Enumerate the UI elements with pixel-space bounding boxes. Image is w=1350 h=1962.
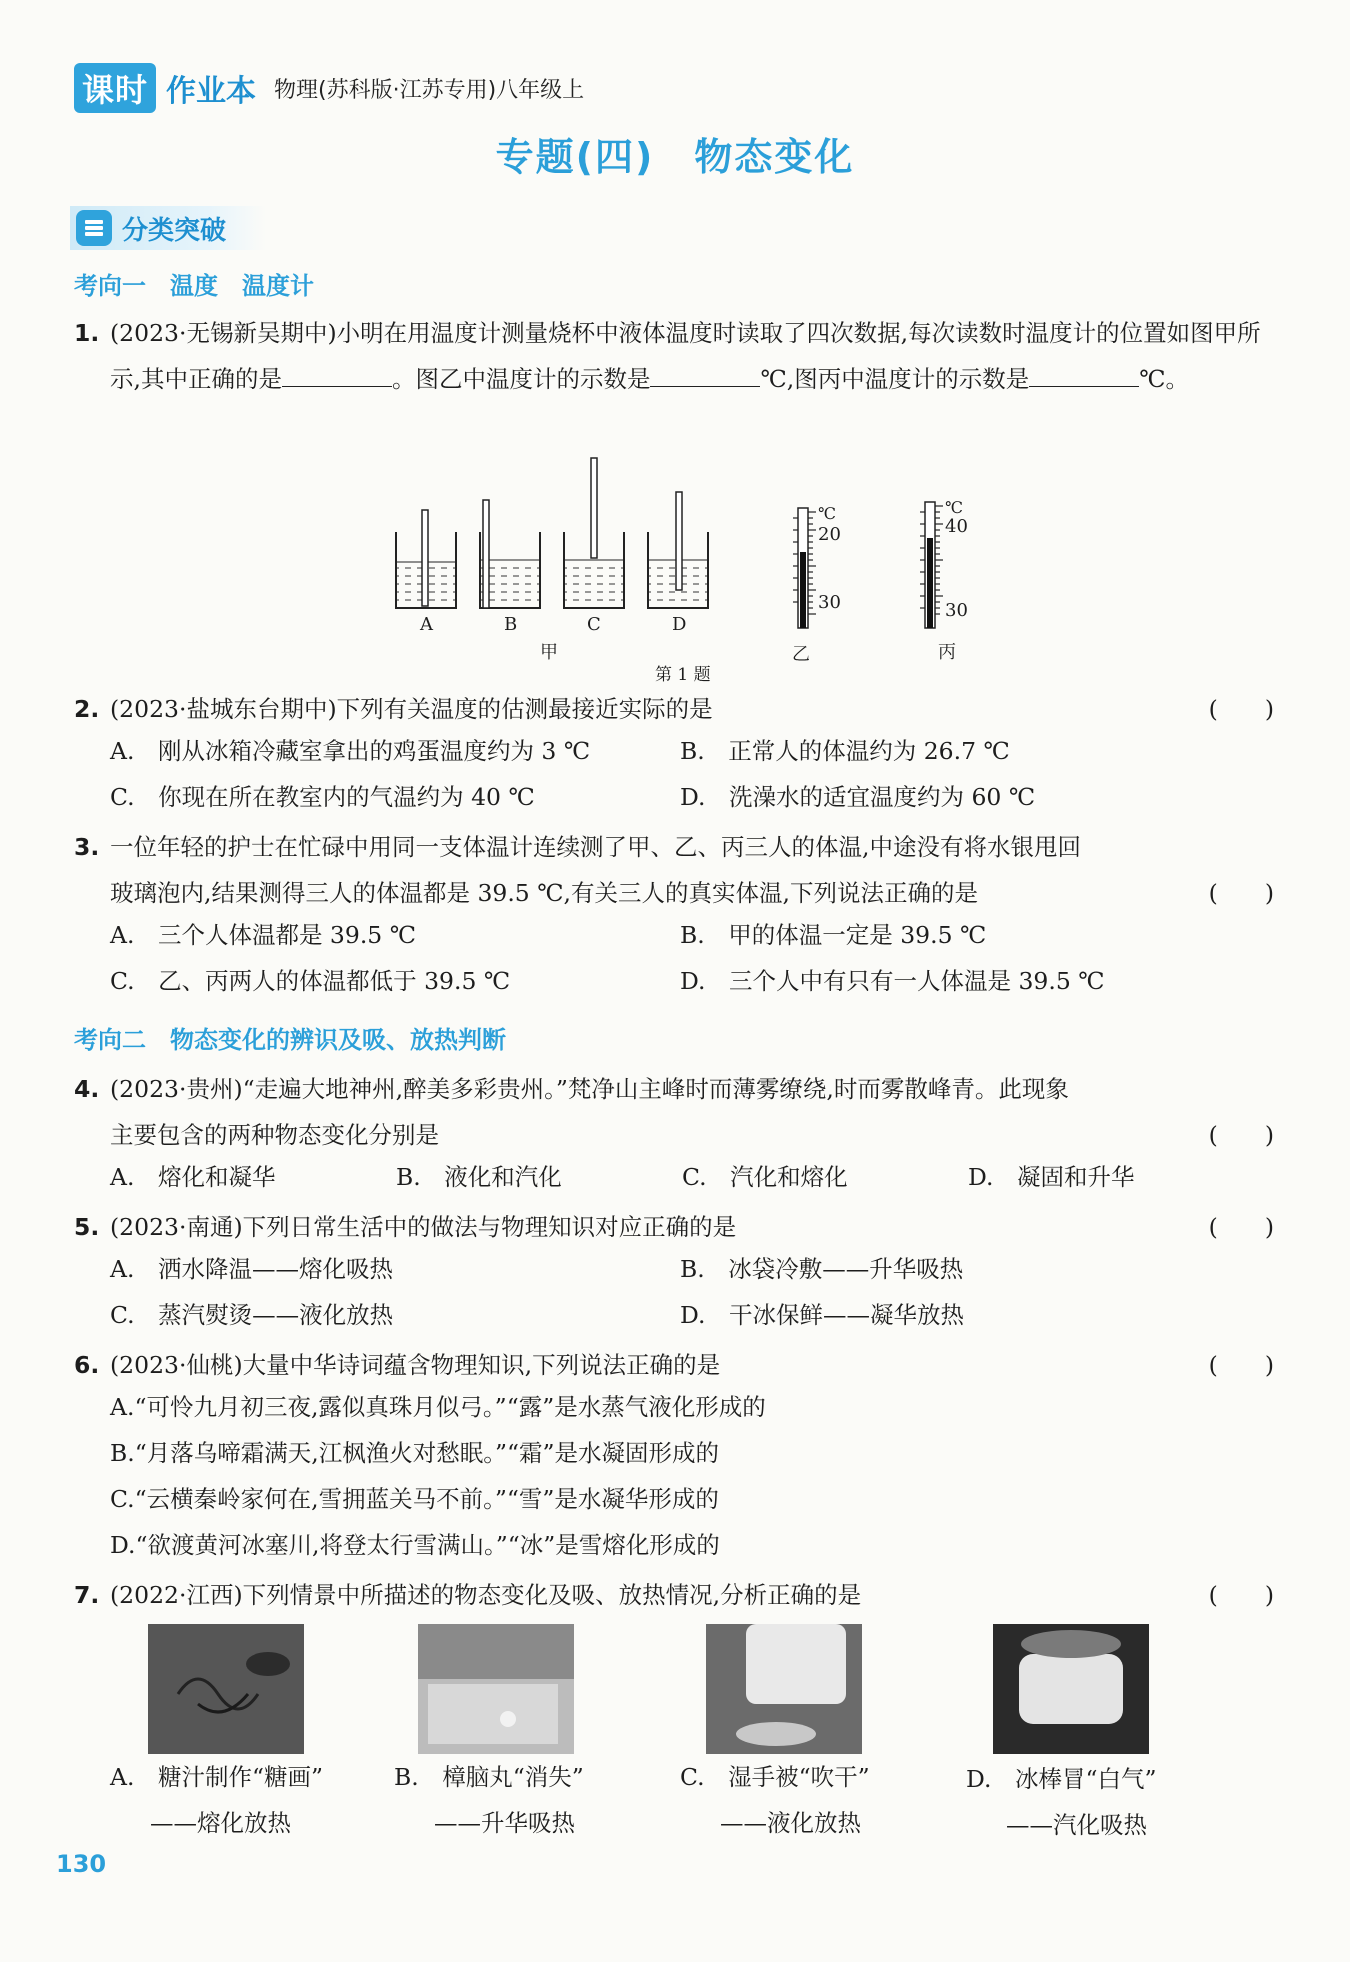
option-d[interactable]: D. 干冰保鲜——凝华放热 — [680, 1301, 964, 1329]
photo-camphor-ball — [418, 1624, 574, 1754]
q4-stem-1: (2023·贵州)“走遍大地神州,醉美多彩贵州。”梵净山主峰时而薄雾缭绕,时而雾散峰青。此现象 — [110, 1075, 1069, 1103]
option-d-label: D. 冰棒冒“白气” — [966, 1765, 1157, 1793]
beaker-label-d: D — [672, 614, 687, 635]
q6-option-b-row — [110, 1434, 1275, 1480]
option-a[interactable]: A. 刚从冰箱冷藏室拿出的鸡蛋温度约为 3 ℃ — [110, 737, 591, 765]
question-7 — [74, 1572, 1274, 1618]
q6-option-a-row — [110, 1388, 1275, 1434]
q3-stem-1: 一位年轻的护士在忙碌中用同一支体温计连续测了甲、乙、丙三人的体温,中途没有将水银甩回 — [110, 833, 1081, 861]
q5-stem: (2023·南通)下列日常生活中的做法与物理知识对应正确的是 — [110, 1213, 737, 1241]
option-c[interactable]: C. 乙、丙两人的体温都低于 39.5 ℃ — [110, 967, 511, 995]
answer-blank[interactable] — [650, 359, 760, 387]
photo-hand-dryer — [706, 1624, 862, 1754]
option-c[interactable]: C. 蒸汽熨烫——液化放热 — [110, 1301, 394, 1329]
yi-tick-top: 20 — [818, 524, 841, 545]
beaker-label-c: C — [587, 614, 601, 635]
option-b[interactable]: B. 正常人的体温约为 26.7 ℃ — [680, 737, 1010, 765]
answer-paren[interactable]: ( ) — [1208, 1121, 1274, 1149]
question-number: 5. — [74, 1213, 100, 1241]
q3-stem-2: 玻璃泡内,结果测得三人的体温都是 39.5 ℃,有关三人的真实体温,下列说法正确的是 — [110, 879, 978, 907]
answer-blank[interactable] — [282, 359, 392, 387]
option-b-analysis: ——升华吸热 — [434, 1809, 575, 1837]
option-b[interactable]: B. 液化和汽化 — [396, 1163, 562, 1191]
brand-name: 作业本 — [166, 74, 257, 109]
q7-option-d[interactable] — [966, 1756, 1157, 1848]
q1-text-4: ℃。 — [1139, 365, 1190, 393]
option-d[interactable]: D. 三个人中有只有一人体温是 39.5 ℃ — [680, 967, 1105, 995]
question-1 — [74, 310, 1274, 402]
yi-unit: ℃ — [818, 504, 836, 523]
option-a-label: A. 糖汁制作“糖画” — [110, 1763, 323, 1791]
brand-logo: 课时 — [74, 63, 156, 113]
option-c[interactable]: C. 你现在所在教室内的气温约为 40 ℃ — [110, 783, 535, 811]
section-title: 分类突破 — [122, 215, 227, 246]
figure-1-drawing — [380, 452, 1000, 682]
subject-label: 物理(苏科版·江苏专用)八年级上 — [274, 77, 585, 103]
q1-text-1: (2023·无锡新吴期中)小明在用温度计测量烧杯中液体温度时读取了四次数据,每次读数时温度计的位置如图甲所示,其中正确的是 — [110, 319, 1261, 393]
option-b[interactable]: B. 甲的体温一定是 39.5 ℃ — [680, 921, 987, 949]
answer-paren[interactable]: ( ) — [1208, 879, 1274, 907]
bing-tick-top: 40 — [945, 516, 968, 537]
figure-label-yi: 乙 — [792, 644, 810, 665]
beaker-label-a: A — [420, 614, 433, 635]
q1-text-2: 。图乙中温度计的示数是 — [391, 365, 651, 393]
question-number: 6. — [74, 1351, 100, 1379]
q3-options-row-2 — [110, 962, 1275, 1008]
beaker-c — [564, 458, 624, 608]
option-b-label: B. 樟脑丸“消失” — [394, 1763, 584, 1791]
option-d-analysis: ——汽化吸热 — [1006, 1811, 1147, 1839]
q7-option-b[interactable] — [394, 1754, 584, 1846]
option-c-label: C. 湿手被“吹干” — [680, 1763, 870, 1791]
option-d[interactable]: D. 洗澡水的适宜温度约为 60 ℃ — [680, 783, 1036, 811]
option-a[interactable]: A. 熔化和凝华 — [110, 1163, 276, 1191]
figure-label-jia: 甲 — [540, 642, 558, 663]
question-4 — [74, 1066, 1274, 1158]
question-number: 4. — [74, 1075, 100, 1103]
q1-text-3: ℃,图丙中温度计的示数是 — [760, 365, 1030, 393]
q7-option-c[interactable] — [680, 1754, 870, 1846]
thermometer-bing — [920, 502, 943, 628]
option-c[interactable]: C. 汽化和熔化 — [682, 1163, 848, 1191]
beaker-d — [648, 492, 708, 608]
option-b[interactable]: B.“月落乌啼霜满天,江枫渔火对愁眠。”“霜”是水凝固形成的 — [110, 1439, 720, 1467]
book-stack-icon — [76, 210, 112, 246]
answer-blank[interactable] — [1029, 359, 1139, 387]
question-3 — [74, 824, 1274, 916]
thermometer-yi — [793, 508, 816, 628]
figure-label-bing: 丙 — [938, 642, 956, 663]
option-a-analysis: ——熔化放热 — [150, 1809, 291, 1837]
q7-stem: (2022·江西)下列情景中所描述的物态变化及吸、放热情况,分析正确的是 — [110, 1581, 862, 1609]
option-d[interactable]: D. 凝固和升华 — [968, 1163, 1135, 1191]
answer-paren[interactable]: ( ) — [1208, 1213, 1274, 1241]
yi-tick-bottom: 30 — [818, 592, 841, 613]
option-a[interactable]: A. 洒水降温——熔化吸热 — [110, 1255, 393, 1283]
question-number: 3. — [74, 833, 100, 861]
q6-option-d-row — [110, 1526, 1275, 1572]
option-b[interactable]: B. 冰袋冷敷——升华吸热 — [680, 1255, 964, 1283]
q7-option-a[interactable] — [110, 1754, 323, 1846]
q2-options-row-1 — [110, 732, 1275, 778]
option-c[interactable]: C.“云横秦岭家何在,雪拥蓝关马不前。”“雪”是水凝华形成的 — [110, 1485, 719, 1513]
beaker-a — [396, 510, 456, 608]
option-a[interactable]: A.“可怜九月初三夜,露似真珠月似弓。”“露”是水蒸气液化形成的 — [110, 1393, 766, 1421]
header-brand — [74, 66, 584, 110]
beaker-b — [480, 500, 540, 608]
q5-options-row-2 — [110, 1296, 1275, 1342]
bing-tick-bottom: 30 — [945, 600, 968, 621]
q6-stem: (2023·仙桃)大量中华诗词蕴含物理知识,下列说法正确的是 — [110, 1351, 721, 1379]
question-number: 7. — [74, 1581, 100, 1609]
topic-1: 考向一 温度 温度计 — [74, 272, 314, 300]
q2-stem: (2023·盐城东台期中)下列有关温度的估测最接近实际的是 — [110, 695, 713, 723]
question-5 — [74, 1204, 1274, 1250]
q5-options-row-1 — [110, 1250, 1275, 1296]
question-number: 2. — [74, 695, 100, 723]
figure-caption: 第 1 题 — [655, 665, 711, 685]
q6-option-c-row — [110, 1480, 1275, 1526]
option-a[interactable]: A. 三个人体温都是 39.5 ℃ — [110, 921, 416, 949]
page-number: 130 — [56, 1850, 107, 1878]
topic-2: 考向二 物态变化的辨识及吸、放热判断 — [74, 1026, 506, 1054]
q4-stem-2: 主要包含的两种物态变化分别是 — [110, 1121, 439, 1149]
q3-options-row-1 — [110, 916, 1275, 962]
option-d[interactable]: D.“欲渡黄河冰塞川,将登太行雪满山。”“冰”是雪熔化形成的 — [110, 1531, 720, 1559]
q4-options-row — [110, 1158, 1275, 1204]
page-title: 专题(四) 物态变化 — [495, 135, 855, 179]
section-banner — [70, 206, 266, 250]
bing-unit: ℃ — [945, 498, 963, 517]
option-c-analysis: ——液化放热 — [720, 1809, 861, 1837]
answer-paren[interactable]: ( ) — [1208, 1351, 1274, 1379]
question-2 — [74, 686, 1274, 732]
question-6 — [74, 1342, 1274, 1388]
figure-1 — [380, 452, 1000, 685]
photo-popsicle-steam — [993, 1624, 1149, 1754]
q2-options-row-2 — [110, 778, 1275, 824]
answer-paren[interactable]: ( ) — [1208, 695, 1274, 723]
beaker-label-b: B — [504, 614, 518, 635]
question-number: 1. — [74, 319, 100, 347]
photo-sugar-painting — [148, 1624, 304, 1754]
answer-paren[interactable]: ( ) — [1208, 1581, 1274, 1609]
